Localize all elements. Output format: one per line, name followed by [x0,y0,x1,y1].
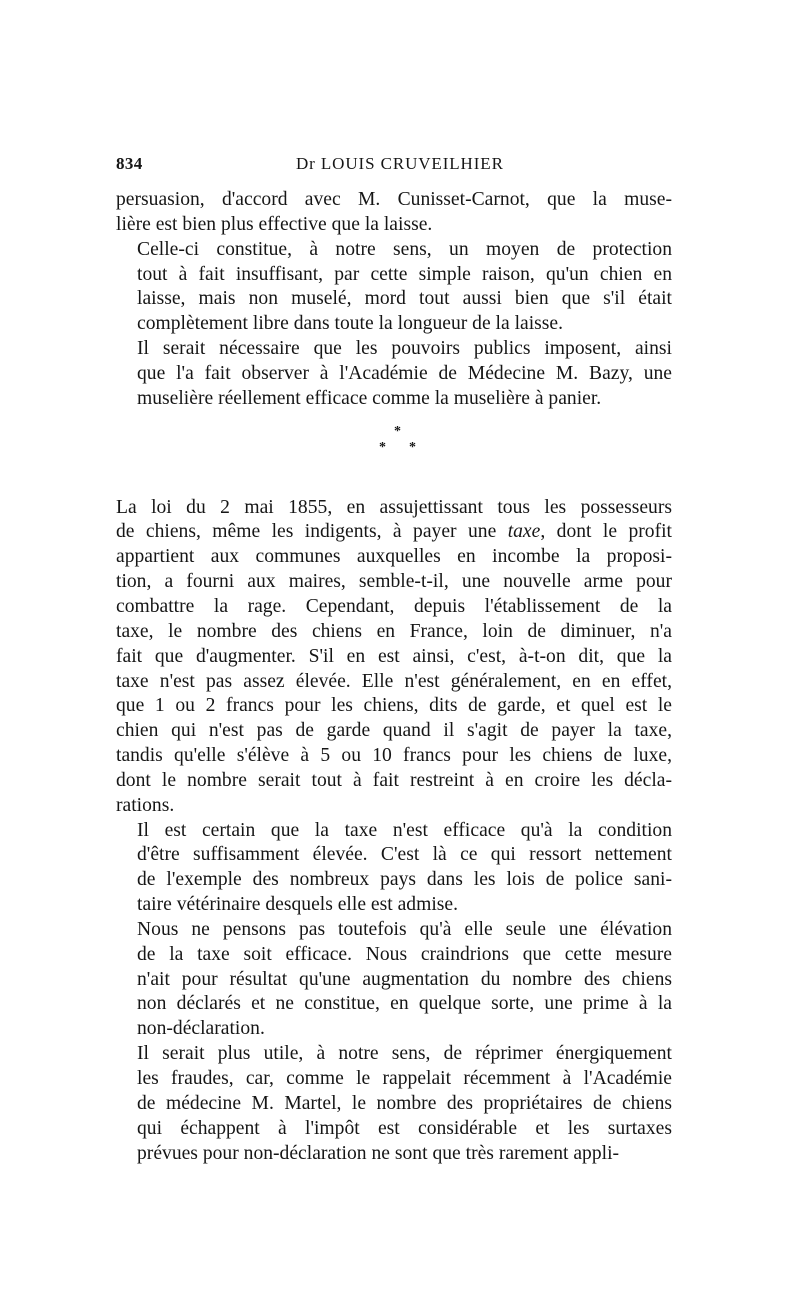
text-run: de chiens, même les indigents, à payer une [116,521,508,543]
text-line: tout à fait insuffisant, par cette simple raison, qu'un chien en [137,263,672,285]
text-line: de médecine M. Martel, le nombre des propriétaires de chiens [137,1092,672,1114]
text-line: de la taxe soit efficace. Nous craindrions que cette mesure [137,943,672,965]
text-line: qui échappent à l'impôt est considérable et les surtaxes [137,1117,672,1139]
text-line-with-italic [116,520,672,545]
text-line: Il serait nécessaire que les pouvoirs publics imposent, ainsi [137,338,672,360]
section-separator [116,422,672,490]
paragraph-dog-tax-law [116,496,672,819]
text-line: que 1 ou 2 francs pour les chiens, dits de garde, et quel est le [116,695,672,717]
text-line: La loi du 2 mai 1855, en assujettissant tous les possesseurs [116,496,672,518]
page-number: 834 [116,154,143,173]
text-line: Il est certain que la taxe n'est efficace qu'à la condition [137,819,672,841]
separator-star: * [409,439,416,455]
text-line: d'être suffisamment élevée. C'est là ce qui ressort nettement [137,844,672,866]
text-line: persuasion, d'accord avec M. Cunisset-Carnot, que la muse- [116,189,672,210]
text-run: , dont le profit [540,521,672,543]
text-line: non-déclaration. [137,1018,265,1040]
paragraph-leash-insufficient [116,238,672,337]
running-head [116,154,672,180]
text-line: taxe n'est pas assez élevée. Elle n'est généralement, en en effet, [116,670,672,692]
text-line: de l'exemple des nombreux pays dans les lois de police sani- [137,869,672,891]
text-line: complètement libre dans toute la longueur de la laisse. [137,313,564,335]
text-line: dont le nombre serait tout à fait restreint à en croire les décla- [116,769,672,791]
text-line: laisse, mais non muselé, mord tout aussi bien que s'il était [137,288,672,310]
text-line: fait que d'augmenter. S'il en est ainsi, c'est, à-t-on dit, que la [116,645,672,667]
text-line: prévues pour non-déclaration ne sont que très rarement appli- [137,1142,620,1164]
text-line: taire vétérinaire desquels elle est admise. [137,894,458,916]
text-line: n'ait pour résultat qu'une augmentation du nombre des chiens [137,968,672,990]
text-line: que l'a fait observer à l'Académie de Médecine M. Bazy, une [137,362,672,384]
paragraph-tax-increase-doubt [116,918,672,1042]
text-line: Il serait plus utile, à notre sens, de réprimer énergiquement [137,1043,672,1065]
paragraph-public-powers [116,337,672,412]
separator-star: * [379,439,386,455]
text-line: combattre la rage. Cependant, depuis l'établissement de la [116,595,672,617]
book-page [116,154,672,1166]
running-title: Dr LOUIS CRUVEILHIER [296,154,504,173]
separator-star: * [394,423,401,439]
body-text [116,188,672,1166]
text-line: tandis qu'elle s'élève à 5 ou 10 francs pour les chiens de luxe, [116,745,672,767]
text-line: lière est bien plus effective que la laisse. [116,213,433,235]
paragraph-muzzle-persuasion [116,188,672,238]
text-line: chien qui n'est pas de garde quand il s'agit de payer la taxe, [116,720,672,742]
text-line: muselière réellement efficace comme la muselière à panier. [137,387,602,409]
paragraph-repress-fraud [116,1042,672,1166]
text-line: non déclarés et ne constitue, en quelque sorte, une prime à la [137,993,672,1015]
text-line: tion, a fourni aux maires, semble-t-il, une nouvelle arme pour [116,571,672,593]
italic-taxe: taxe [507,521,541,543]
text-line: Celle-ci constitue, à notre sens, un moyen de protection [137,238,672,260]
paragraph-tax-efficacy [116,819,672,918]
text-line: les fraudes, car, comme le rappelait récemment à l'Académie [137,1068,672,1089]
text-line: taxe, le nombre des chiens en France, loin de diminuer, n'a [116,620,672,642]
text-line: rations. [116,794,175,816]
text-line: appartient aux communes auxquelles en incombe la proposi- [116,546,672,568]
text-line: Nous ne pensons pas toutefois qu'à elle seule une élévation [137,918,672,940]
